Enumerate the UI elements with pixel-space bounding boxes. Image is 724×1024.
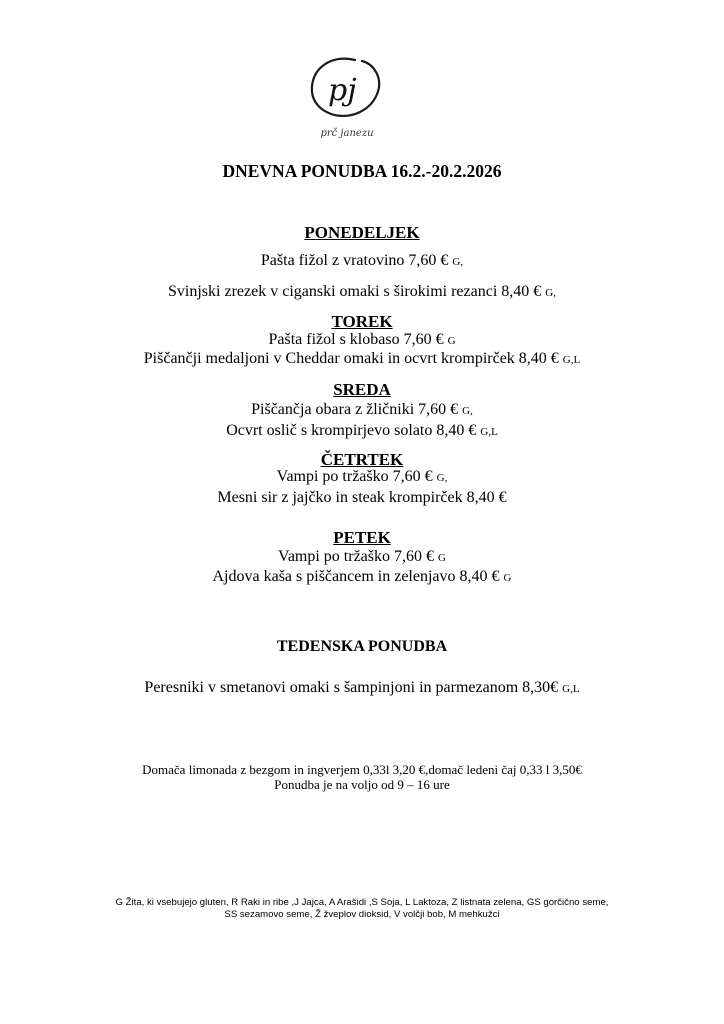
dish-text: Peresniki v smetanovi omaki s šampinjoni in parmezanom 8,30€ (144, 679, 563, 696)
allergen-codes: G, (545, 287, 556, 299)
allergen-codes: G,L (562, 683, 580, 695)
menu-item (0, 568, 724, 586)
logo-mark (292, 50, 402, 146)
page-title: DNEVNA PONUDBA 16.2.-20.2.2026 (222, 161, 502, 181)
menu-item (0, 422, 724, 440)
menu-item (0, 252, 724, 270)
menu-item (0, 331, 724, 349)
menu-item (0, 401, 724, 419)
restaurant-logo (292, 50, 402, 146)
allergen-codes: G (503, 572, 512, 584)
dish-text: Pašta fižol z vratovino 7,60 € (260, 252, 453, 269)
dish-text: Svinjski zrezek v ciganski omaki s širokimi rezanci 8,40 € (168, 283, 546, 300)
allergen-codes: G,L (480, 426, 498, 438)
allergen-codes: G,L (562, 354, 581, 366)
hours-note: Ponudba je na voljo od 9 – 16 ure (274, 777, 450, 792)
allergen-codes: G, (452, 256, 464, 268)
allergen-legend-line-1: G Žita, ki vsebujejo gluten, R Raki in ribe ,J Jajca, A Arašidi ,S Soja, L Laktoza, Z listnata zelena, GS gorčično seme, (115, 897, 609, 908)
logo-monogram: pj (328, 73, 357, 108)
dish-text: Pašta fižol s klobaso 7,60 € (268, 331, 448, 348)
menu-item (0, 489, 724, 507)
menu-item (0, 350, 724, 368)
day-heading-monday: PONEDELJEK (304, 223, 420, 242)
allergen-legend-line-2: SS sezamovo seme, Ž žveplov dioksid, V volčji bob, M mehkužci (224, 909, 500, 920)
menu-item (0, 283, 724, 301)
allergen-codes: G (438, 552, 446, 564)
allergen-codes: G, (462, 405, 473, 417)
day-heading-thursday: ČETRTEK (320, 450, 404, 469)
day-heading-friday: PETEK (333, 528, 391, 547)
dish-text: Ajdova kaša s piščancem in zelenjavo 8,40 € (212, 568, 504, 585)
dish-text: Vampi po tržaško 7,60 € (276, 468, 437, 485)
day-heading-tuesday: TOREK (331, 312, 393, 331)
logo-script-text: prč janezu (320, 128, 374, 139)
weekly-offer-heading: TEDENSKA PONUDBA (276, 638, 448, 655)
menu-item (0, 548, 724, 566)
dish-text: Ocvrt oslič s krompirjevo solato 8,40 € (226, 422, 481, 439)
menu-item (0, 468, 724, 486)
drinks-note: Domača limonada z bezgom in ingverjem 0,33l 3,20 €,domač ledeni čaj 0,33 l 3,50€ (142, 762, 582, 777)
dish-text: Vampi po tržaško 7,60 € (278, 548, 439, 565)
allergen-codes: G (447, 335, 456, 347)
allergen-codes: G, (436, 472, 448, 484)
dish-text: Mesni sir z jajčko in steak krompirček 8,40 € (217, 489, 507, 506)
day-heading-wednesday: SREDA (333, 380, 391, 399)
weekly-offer-item (0, 679, 724, 697)
dish-text: Piščančja obara z žličniki 7,60 € (251, 401, 463, 418)
dish-text: Piščančji medaljoni v Cheddar omaki in ocvrt krompirček 8,40 € (143, 350, 563, 367)
